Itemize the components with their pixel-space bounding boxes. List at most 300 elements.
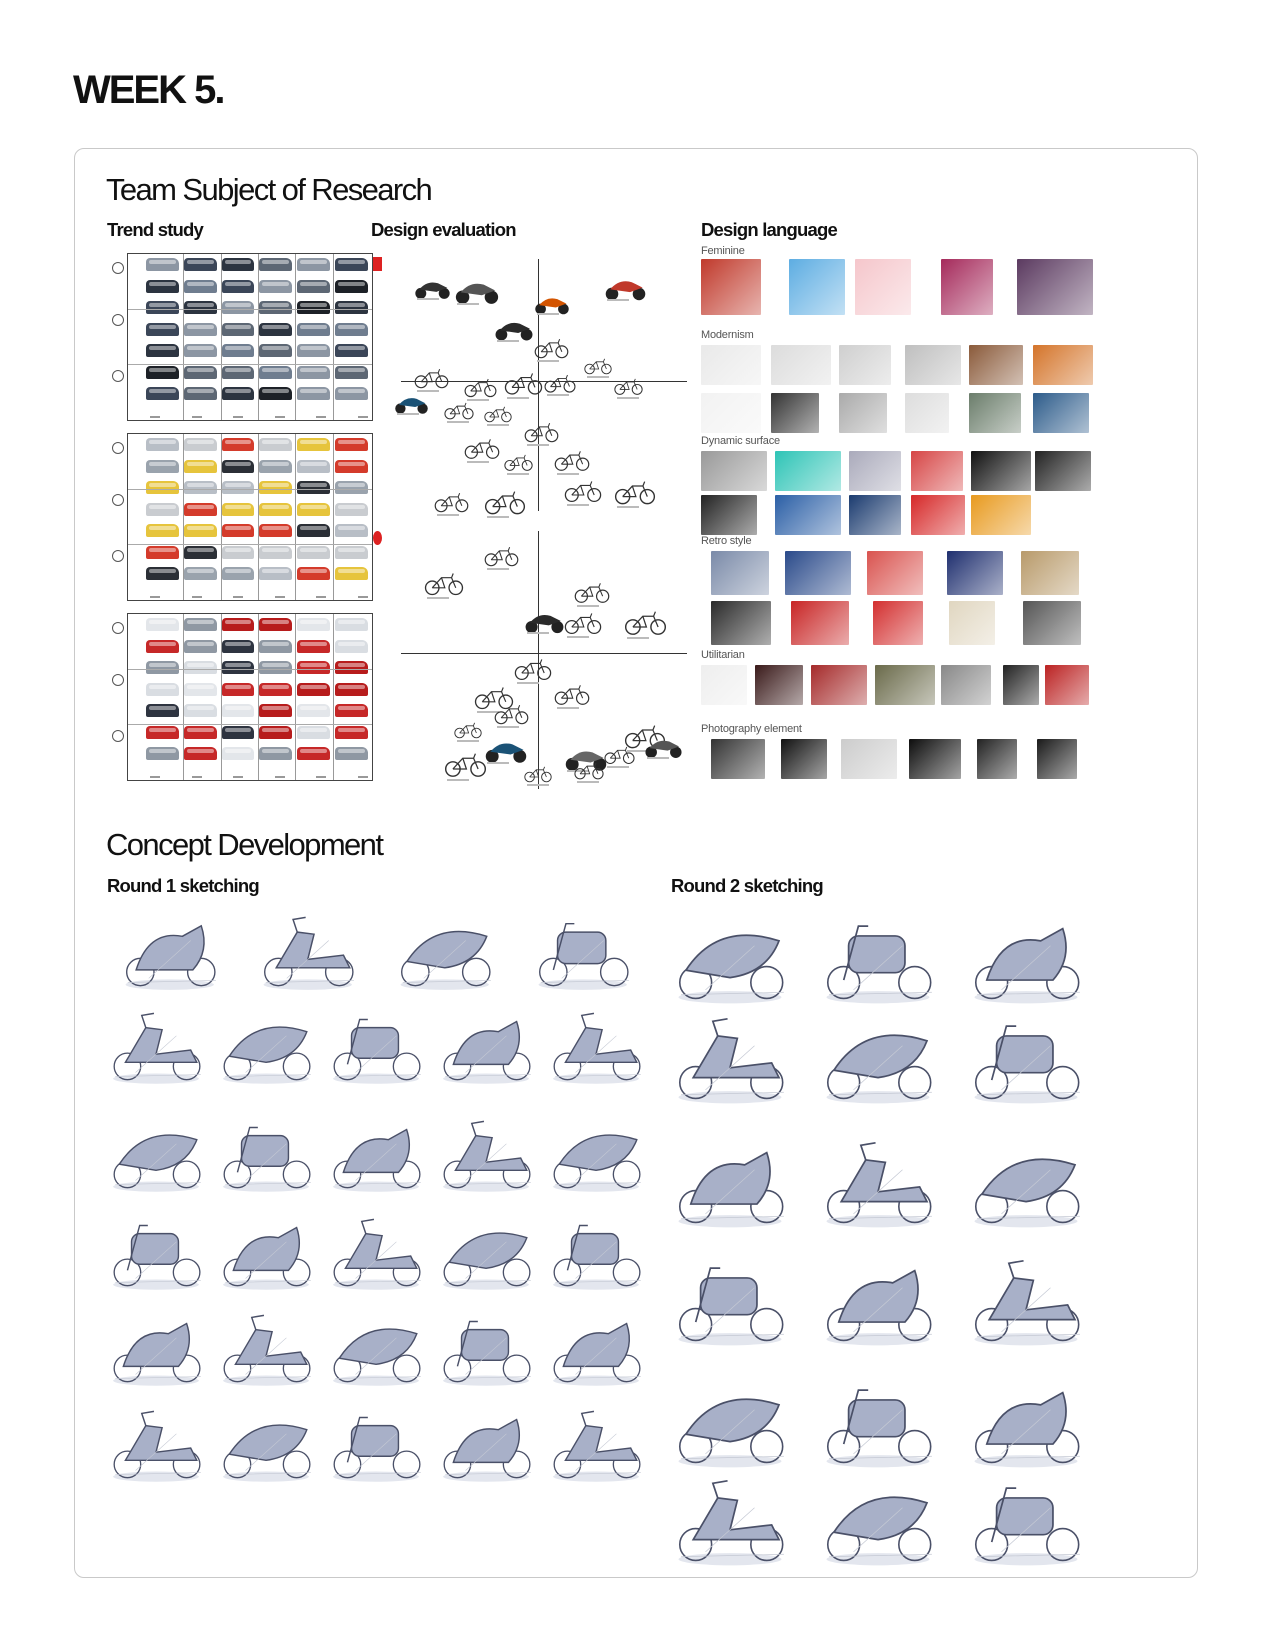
car-thumbnail (146, 661, 179, 674)
caption-line (617, 506, 639, 508)
car-thumbnail (335, 726, 368, 739)
concept-sketch (243, 909, 373, 998)
concept-sketch (809, 1009, 947, 1112)
reference-image (947, 551, 1003, 595)
car-thumbnail (222, 567, 255, 580)
car-thumbnail (184, 618, 217, 631)
car-thumbnail (259, 323, 292, 336)
car-thumbnail (222, 460, 255, 473)
page-title: WEEK 5. (73, 68, 224, 112)
reference-image (1033, 345, 1093, 385)
grid-line (333, 434, 334, 600)
caption-line (447, 421, 469, 423)
tick (358, 776, 368, 778)
car-thumbnail (222, 747, 255, 760)
car-thumbnail (297, 344, 330, 357)
tick (150, 596, 160, 598)
concept-sketch (545, 1001, 647, 1096)
caption-line (437, 514, 459, 516)
reference-image (711, 601, 771, 645)
category-label: Utilitarian (701, 649, 745, 661)
reference-image (701, 259, 761, 315)
caption-line (537, 360, 559, 362)
grid-line (183, 254, 184, 420)
reference-image (1037, 739, 1077, 779)
reference-image (971, 451, 1031, 491)
reference-image (1017, 259, 1093, 315)
concept-sketch (325, 1109, 427, 1204)
car-thumbnail (184, 387, 217, 400)
car-thumbnail (297, 387, 330, 400)
car-thumbnail (184, 301, 217, 314)
caption-line (497, 726, 519, 728)
concept-sketch (215, 1399, 317, 1494)
car-thumbnail (184, 438, 217, 451)
caption-line (427, 597, 449, 599)
reference-image (1035, 451, 1091, 491)
grid-line (221, 434, 222, 600)
car-thumbnail (222, 683, 255, 696)
reference-image (941, 259, 993, 315)
car-thumbnail (184, 280, 217, 293)
caption-line (567, 504, 589, 506)
car-thumbnail (335, 503, 368, 516)
car-thumbnail (184, 366, 217, 379)
car-thumbnail (297, 546, 330, 559)
car-thumbnail (259, 481, 292, 494)
year-row (150, 772, 368, 778)
car-thumbnail (222, 503, 255, 516)
caption-line (487, 424, 509, 426)
car-thumbnail (259, 524, 292, 537)
caption-line (417, 390, 439, 392)
reference-image (905, 393, 949, 433)
car-thumbnail (222, 704, 255, 717)
car-thumbnail (184, 747, 217, 760)
round1-sketch-board (105, 909, 655, 1569)
car-thumbnail (335, 438, 368, 451)
car-thumbnail (259, 661, 292, 674)
tick (275, 596, 285, 598)
brand-logos (112, 434, 126, 600)
tick (275, 416, 285, 418)
tick (358, 416, 368, 418)
car-thumbnail (184, 460, 217, 473)
grid-line (128, 364, 372, 365)
reference-image (841, 739, 897, 779)
concept-sketch (105, 1001, 207, 1096)
concept-sketch (105, 1109, 207, 1204)
concept-sketch (809, 1133, 947, 1236)
concept-sketch (661, 1471, 799, 1574)
car-thumbnail (184, 567, 217, 580)
brand-logos (112, 254, 126, 420)
car-thumbnail (259, 546, 292, 559)
grid-line (128, 669, 372, 670)
tick (233, 416, 243, 418)
car-thumbnail (335, 460, 368, 473)
brand-logo-icon (112, 262, 124, 274)
concept-sketch (545, 1303, 647, 1398)
car-thumbnail (222, 481, 255, 494)
car-thumbnail (259, 366, 292, 379)
car-thumbnail (297, 567, 330, 580)
car-thumbnail (146, 524, 179, 537)
concept-sketch (957, 909, 1095, 1012)
car-thumbnail (259, 387, 292, 400)
reference-image (791, 601, 849, 645)
car-thumbnail (297, 661, 330, 674)
caption-line (467, 461, 489, 463)
design-evaluation-heading: Design evaluation (371, 219, 516, 240)
car-thumbnail (297, 481, 330, 494)
design-evaluation-board (373, 253, 693, 795)
concept-sketch (105, 1399, 207, 1494)
car-thumbnail (222, 323, 255, 336)
concept-sketch (957, 1009, 1095, 1112)
car-thumbnail (297, 366, 330, 379)
research-section-title: Team Subject of Research (106, 172, 432, 207)
caption-line (487, 762, 509, 764)
tick (150, 416, 160, 418)
motorcycle-image (643, 735, 684, 765)
reference-image (941, 665, 991, 705)
motorcycle-image (493, 317, 535, 347)
car-thumbnail (297, 640, 330, 653)
trend-grid (127, 433, 373, 601)
car-thumbnail (335, 683, 368, 696)
car-thumbnail (146, 387, 179, 400)
car-thumbnail (297, 280, 330, 293)
category-label: Photography element (701, 723, 802, 735)
motorcycle-image (603, 275, 648, 307)
grid-line (295, 434, 296, 600)
concept-sketch (957, 1251, 1095, 1354)
caption-line (527, 784, 549, 786)
car-thumbnail (146, 683, 179, 696)
car-thumbnail (297, 524, 330, 537)
year-row (150, 592, 368, 598)
grid-line (128, 489, 372, 490)
concept-sketch (325, 1399, 427, 1494)
car-thumbnail (222, 301, 255, 314)
caption-line (577, 781, 599, 783)
brand-logo-icon (112, 550, 124, 562)
car-thumbnail (259, 726, 292, 739)
caption-line (557, 707, 579, 709)
caption-line (607, 766, 629, 768)
concept-sketch (215, 1303, 317, 1398)
reference-image (781, 739, 827, 779)
concept-sketch (325, 1001, 427, 1096)
car-thumbnail (259, 344, 292, 357)
car-thumbnail (335, 387, 368, 400)
car-thumbnail (146, 747, 179, 760)
car-thumbnail (297, 618, 330, 631)
tick (150, 776, 160, 778)
car-thumbnail (259, 640, 292, 653)
concept-sketch (435, 1303, 537, 1398)
caption-line (517, 682, 539, 684)
motorcycle-image (393, 393, 430, 420)
evaluation-chart-germany (373, 253, 693, 517)
caption-line (577, 605, 599, 607)
car-thumbnail (222, 546, 255, 559)
car-thumbnail (146, 460, 179, 473)
car-thumbnail (146, 704, 179, 717)
car-thumbnail (335, 618, 368, 631)
car-thumbnail (146, 301, 179, 314)
car-thumbnail (297, 704, 330, 717)
car-thumbnail (259, 438, 292, 451)
grid-line (128, 309, 372, 310)
car-thumbnail (222, 438, 255, 451)
concept-sketch (809, 909, 947, 1012)
car-thumbnail (146, 438, 179, 451)
caption-line (417, 298, 439, 300)
grid-line (333, 614, 334, 780)
car-thumbnail (259, 747, 292, 760)
concept-sketch (809, 1471, 947, 1574)
car-thumbnail (335, 280, 368, 293)
car-thumbnail (222, 618, 255, 631)
grid-line (258, 254, 259, 420)
concept-sketch (957, 1373, 1095, 1476)
concept-sketch (545, 1109, 647, 1204)
caption-line (527, 444, 549, 446)
evaluation-chart-japan (373, 525, 693, 795)
reference-image (949, 601, 995, 645)
caption-line (487, 568, 509, 570)
car-thumbnail (146, 503, 179, 516)
reference-image (1033, 393, 1089, 433)
tick (275, 776, 285, 778)
reference-image (701, 665, 747, 705)
caption-line (397, 413, 419, 415)
car-thumbnail (184, 323, 217, 336)
car-thumbnail (335, 546, 368, 559)
caption-line (457, 303, 479, 305)
tick (316, 416, 326, 418)
round2-heading: Round 2 sketching (671, 875, 823, 896)
caption-line (557, 473, 579, 475)
motorcycle-image (453, 277, 501, 311)
car-thumbnail (335, 344, 368, 357)
concept-sketch (957, 1471, 1095, 1574)
grid-line (258, 434, 259, 600)
car-thumbnail (259, 618, 292, 631)
grid-line (183, 614, 184, 780)
car-thumbnail (146, 323, 179, 336)
trend-study-board (127, 253, 377, 795)
concept-sketch (518, 909, 648, 998)
reference-image (771, 393, 819, 433)
grid-line (221, 254, 222, 420)
grid-line (333, 254, 334, 420)
car-thumbnail (297, 438, 330, 451)
reference-image (701, 495, 757, 535)
car-thumbnail (259, 567, 292, 580)
caption-line (527, 632, 549, 634)
car-thumbnail (184, 481, 217, 494)
design-language-heading: Design language (701, 219, 838, 240)
car-thumbnail (297, 460, 330, 473)
concept-sketch (105, 1303, 207, 1398)
car-thumbnail (184, 726, 217, 739)
concept-sketch (435, 1001, 537, 1096)
car-thumbnail (184, 524, 217, 537)
reference-image (771, 345, 831, 385)
car-thumbnail (146, 481, 179, 494)
reference-image (711, 739, 765, 779)
concept-sketch (215, 1109, 317, 1204)
caption-line (647, 757, 669, 759)
brand-logo-icon (112, 314, 124, 326)
car-thumbnail (146, 546, 179, 559)
concept-sketch (325, 1207, 427, 1302)
reference-image (1045, 665, 1089, 705)
tick (233, 776, 243, 778)
reference-image (905, 345, 961, 385)
grid-line (295, 254, 296, 420)
car-thumbnail (184, 344, 217, 357)
motorcycle-image (523, 609, 566, 640)
reference-image (971, 495, 1031, 535)
year-row (150, 412, 368, 418)
trend-grid (127, 613, 373, 781)
concept-sketch (325, 1303, 427, 1398)
tick (192, 776, 202, 778)
caption-line (607, 299, 629, 301)
concept-sketch (661, 1133, 799, 1236)
reference-image (873, 601, 923, 645)
car-thumbnail (222, 344, 255, 357)
concept-sketch (809, 1373, 947, 1476)
caption-line (617, 397, 639, 399)
car-thumbnail (184, 661, 217, 674)
car-thumbnail (335, 567, 368, 580)
reference-image (811, 665, 867, 705)
car-thumbnail (335, 366, 368, 379)
car-thumbnail (146, 618, 179, 631)
concept-sketch (661, 1251, 799, 1354)
car-thumbnail (335, 323, 368, 336)
caption-line (487, 516, 509, 518)
car-thumbnail (222, 280, 255, 293)
caption-line (567, 636, 589, 638)
motorcycle-image (413, 277, 452, 305)
category-label: Dynamic surface (701, 435, 780, 447)
content-panel (74, 148, 1198, 1578)
reference-image (1021, 551, 1079, 595)
reference-image (867, 551, 923, 595)
reference-image (755, 665, 803, 705)
car-thumbnail (146, 366, 179, 379)
round2-sketch-board (661, 909, 1121, 1569)
reference-image (789, 259, 845, 315)
grid-line (295, 614, 296, 780)
car-thumbnail (259, 683, 292, 696)
reference-image (911, 495, 965, 535)
concept-sketch (380, 909, 510, 998)
car-thumbnail (297, 683, 330, 696)
concept-sketch (435, 1399, 537, 1494)
concept-sketch (215, 1207, 317, 1302)
caption-line (497, 340, 519, 342)
tick (192, 596, 202, 598)
reference-image (711, 551, 769, 595)
car-thumbnail (335, 640, 368, 653)
car-thumbnail (259, 503, 292, 516)
car-thumbnail (297, 726, 330, 739)
brand-logo-icon (112, 370, 124, 382)
car-thumbnail (335, 258, 368, 271)
reference-image (969, 393, 1021, 433)
reference-image (701, 451, 767, 491)
car-thumbnail (335, 481, 368, 494)
horizontal-axis (401, 653, 687, 654)
car-thumbnail (184, 683, 217, 696)
concept-sketch (661, 909, 799, 1012)
reference-image (977, 739, 1017, 779)
car-thumbnail (222, 726, 255, 739)
trend-grid (127, 253, 373, 421)
flag-icon (373, 531, 382, 545)
reference-image (775, 451, 841, 491)
car-thumbnail (297, 323, 330, 336)
category-label: Feminine (701, 245, 745, 257)
concept-sketch (957, 1133, 1095, 1236)
caption-line (547, 394, 569, 396)
caption-line (537, 313, 559, 315)
brand-logo-icon (112, 622, 124, 634)
car-thumbnail (335, 661, 368, 674)
car-thumbnail (222, 524, 255, 537)
car-thumbnail (297, 258, 330, 271)
concept-sketch (105, 909, 235, 998)
car-thumbnail (146, 344, 179, 357)
car-thumbnail (146, 567, 179, 580)
category-label: Modernism (701, 329, 754, 341)
reference-image (969, 345, 1023, 385)
brand-logo-icon (112, 494, 124, 506)
grid-line (128, 724, 372, 725)
reference-image (701, 393, 761, 433)
car-thumbnail (184, 640, 217, 653)
concept-sketch (661, 1009, 799, 1112)
grid-line (258, 614, 259, 780)
car-thumbnail (335, 704, 368, 717)
concept-sketch (661, 1373, 799, 1476)
car-thumbnail (146, 258, 179, 271)
motorcycle-image (533, 293, 571, 321)
caption-line (447, 779, 469, 781)
round1-heading: Round 1 sketching (107, 875, 259, 896)
car-thumbnail (297, 503, 330, 516)
car-thumbnail (222, 366, 255, 379)
tick (358, 596, 368, 598)
reference-image (775, 495, 841, 535)
car-thumbnail (222, 661, 255, 674)
car-thumbnail (259, 301, 292, 314)
car-thumbnail (335, 301, 368, 314)
car-thumbnail (259, 460, 292, 473)
tick (233, 596, 243, 598)
reference-image (701, 345, 761, 385)
flag-icon (373, 257, 382, 271)
concept-sketch (215, 1001, 317, 1096)
category-label: Retro style (701, 535, 752, 547)
